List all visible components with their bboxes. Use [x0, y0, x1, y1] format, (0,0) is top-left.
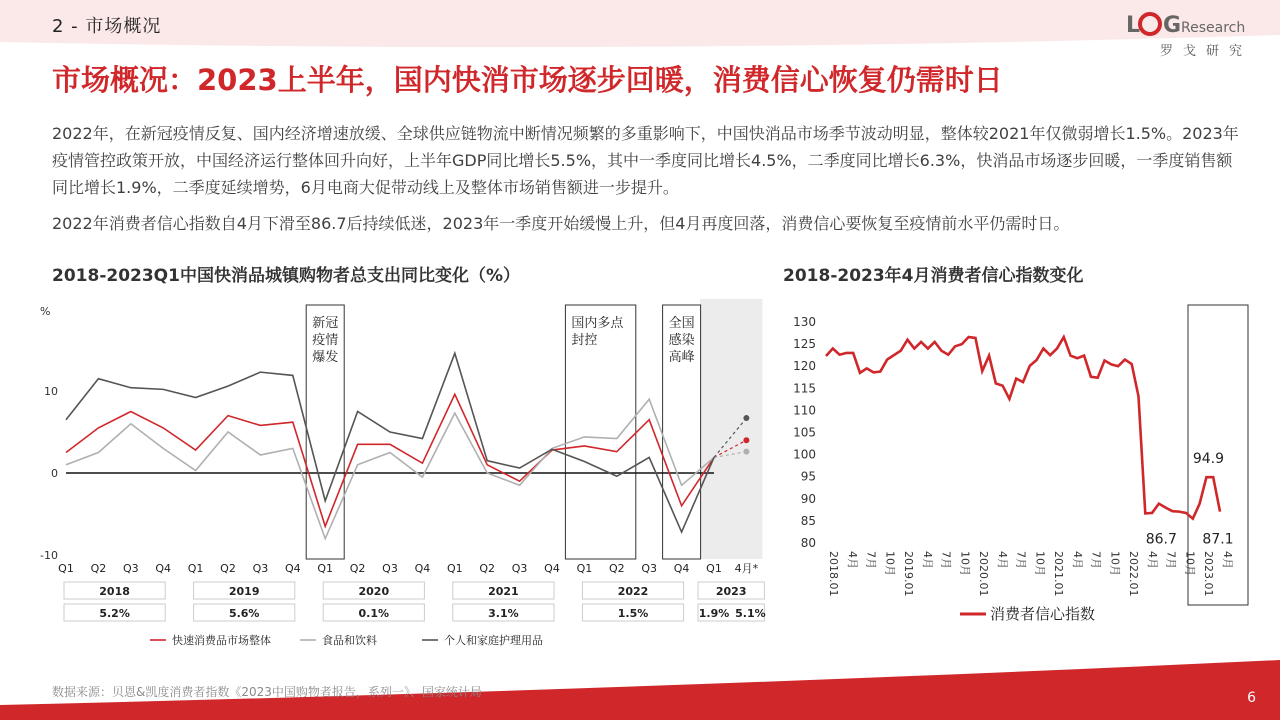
- x-tick-label: Q3: [382, 562, 398, 575]
- legend-label: 个人和家庭护理用品: [444, 634, 543, 647]
- legend-label: 快速消费品市场整体: [172, 634, 271, 647]
- y-tick-label: 110: [793, 403, 816, 418]
- forecast-point-0: [743, 437, 749, 443]
- year-label: 2019: [228, 585, 260, 598]
- left-chart-title: 2018-2023Q1中国快消品城镇购物者总支出同比变化（%）: [52, 266, 520, 286]
- x-tick-label: Q4: [284, 562, 301, 575]
- y-tick-label: 90: [800, 491, 816, 506]
- year-label: 2020: [358, 585, 390, 598]
- y-tick-label: 125: [793, 337, 816, 352]
- x-tick-label: Q3: [641, 562, 658, 575]
- svg-text:L: L: [1126, 13, 1141, 38]
- series-line-1: [66, 399, 714, 538]
- y-tick-label: 10: [44, 385, 58, 398]
- year-label: 2023: [715, 585, 747, 598]
- x-tick-label: 2022.01: [1127, 551, 1141, 597]
- x-tick-label: Q1: [576, 562, 593, 575]
- annotation-label: 全国: [668, 316, 695, 331]
- y-tick-label: 0: [51, 467, 58, 480]
- x-tick-label: Q3: [122, 562, 139, 575]
- annotation-label: 国内多点: [571, 316, 624, 331]
- x-tick-label: Q3: [252, 562, 269, 575]
- year-label: 2022: [617, 585, 649, 598]
- x-tick-label: 7月: [1014, 551, 1028, 569]
- year-value: 1.9%: [698, 607, 730, 620]
- x-tick-label: Q2: [608, 562, 625, 575]
- svg-text:Research: Research: [1181, 20, 1246, 36]
- x-tick-label: 4月: [1221, 551, 1234, 569]
- y-tick-label: -10: [40, 549, 58, 562]
- x-tick-label: Q2: [220, 562, 236, 575]
- y-tick-label: 95: [800, 469, 816, 484]
- x-tick-label: Q4: [544, 562, 560, 575]
- annotation-label: 感染: [668, 333, 695, 348]
- series-line-2: [66, 353, 714, 532]
- annotation-label: 爆发: [312, 350, 339, 365]
- year-value: 5.2%: [99, 607, 130, 620]
- x-tick-label: 4月: [995, 551, 1009, 569]
- x-tick-label: 2018.01: [827, 551, 840, 597]
- x-tick-label: 4月: [1070, 551, 1084, 569]
- y-tick-label: 85: [800, 513, 816, 528]
- data-label: 94.9: [1192, 451, 1224, 468]
- confidence-line: [826, 337, 1220, 519]
- x-tick-label: 7月: [864, 551, 878, 569]
- x-tick-label: 2021.01: [1052, 551, 1066, 597]
- consumer-confidence-chart: [780, 295, 1260, 635]
- y-tick-label: 80: [800, 536, 816, 550]
- legend-label: 消费者信心指数: [990, 605, 1096, 623]
- year-value: 0.1%: [358, 607, 390, 620]
- x-tick-label: Q1: [187, 562, 204, 575]
- series-line-0: [66, 394, 714, 526]
- annotation-label: 疫情: [312, 333, 339, 348]
- x-tick-label: 2019.01: [902, 551, 916, 597]
- svg-text:G: G: [1163, 13, 1182, 38]
- x-tick-label: Q2: [479, 562, 496, 575]
- paragraph-1: 2022年，在新冠疫情反复、国内经济增速放缓、全球供应链物流中断情况频繁的多重影响下，中国快消品市场季节波动明显，整体较2021年仅微弱增长1.5%。2023年疫情管控政策开放，中国经济运行整体回升向好，上半年GDP同比增长5.5%，其中一季度同比增长4.5%，二季度同比增长6.3%，快消品市场逐步回暖，一季度销售额同比增长1.9%，二季度延续增势，6月电商大促带动线上及整体市场销售额进一步提升。: [52, 124, 1239, 197]
- x-tick-label: 10月: [958, 551, 972, 576]
- x-tick-label: 4月*: [734, 562, 759, 575]
- y-tick-label: 130: [793, 315, 816, 329]
- x-tick-label: 4月: [1145, 551, 1159, 569]
- x-tick-label: 10月: [1108, 551, 1122, 576]
- x-tick-label: 10月: [883, 551, 897, 576]
- logo-mark: [1126, 10, 1256, 40]
- forecast-point-1: [743, 449, 749, 455]
- x-tick-label: Q4: [155, 562, 172, 575]
- x-tick-label: 7月: [1089, 551, 1103, 569]
- y-tick-label: 100: [793, 447, 816, 462]
- year-label: 2018: [99, 585, 130, 598]
- year-value: 3.1%: [488, 607, 519, 620]
- year-value: 5.6%: [228, 607, 260, 620]
- legend-label: 食品和饮料: [322, 634, 377, 647]
- year-value: 1.5%: [617, 607, 649, 620]
- y-tick-label: 115: [793, 381, 816, 396]
- x-tick-label: 4月: [845, 551, 859, 569]
- x-tick-label: 2020.01: [977, 551, 991, 597]
- y-unit-label: %: [40, 305, 51, 318]
- right-chart-title: 2018-2023年4月消费者信心指数变化: [783, 266, 1084, 286]
- annotation-label: 新冠: [312, 316, 339, 331]
- year-value: 5.1%: [735, 607, 766, 620]
- x-tick-label: Q1: [446, 562, 463, 575]
- annotation-label: 高峰: [668, 350, 695, 365]
- x-tick-label: Q1: [706, 562, 722, 575]
- data-label: 87.1: [1202, 531, 1234, 548]
- page-title: 市场概况：2023上半年，国内快消市场逐步回暖，消费信心恢复仍需时日: [52, 63, 1003, 97]
- paragraph-2: 2022年消费者信心指数自4月下滑至86.7后持续低迷，2023年一季度开始缓慢上升，但4月再度回落，消费信心要恢复至疫情前水平仍需时日。: [52, 214, 1070, 233]
- section-label: 2 - 市场概况: [52, 16, 162, 37]
- annotation-label: 封控: [571, 333, 598, 348]
- forecast-point-2: [743, 415, 749, 421]
- x-tick-label: Q3: [511, 562, 528, 575]
- x-tick-label: 10月: [1033, 551, 1047, 576]
- x-tick-label: 10月: [1183, 551, 1197, 576]
- x-tick-label: Q2: [349, 562, 366, 575]
- x-tick-label: Q2: [90, 562, 107, 575]
- x-tick-label: 2023.01: [1202, 551, 1216, 597]
- x-tick-label: 7月: [1164, 551, 1178, 569]
- y-tick-label: 120: [793, 359, 816, 374]
- data-source-note: 数据来源：贝恩&凯度消费者指数《2023中国购物者报告，系列一》、国家统计局: [52, 685, 482, 699]
- x-tick-label: Q1: [58, 562, 74, 575]
- logo-chinese-name: 罗戈研究: [1159, 44, 1252, 59]
- x-tick-label: 4月: [920, 551, 934, 569]
- x-tick-label: 7月: [939, 551, 953, 569]
- page-number: 6: [1247, 690, 1256, 706]
- year-label: 2021: [488, 585, 519, 598]
- x-tick-label: Q1: [317, 562, 334, 575]
- data-label: 86.7: [1145, 531, 1177, 548]
- y-tick-label: 105: [793, 425, 816, 440]
- x-tick-label: Q4: [414, 562, 431, 575]
- fmcg-growth-chart: [30, 295, 770, 655]
- x-tick-label: Q4: [673, 562, 690, 575]
- forecast-shade: [700, 299, 762, 559]
